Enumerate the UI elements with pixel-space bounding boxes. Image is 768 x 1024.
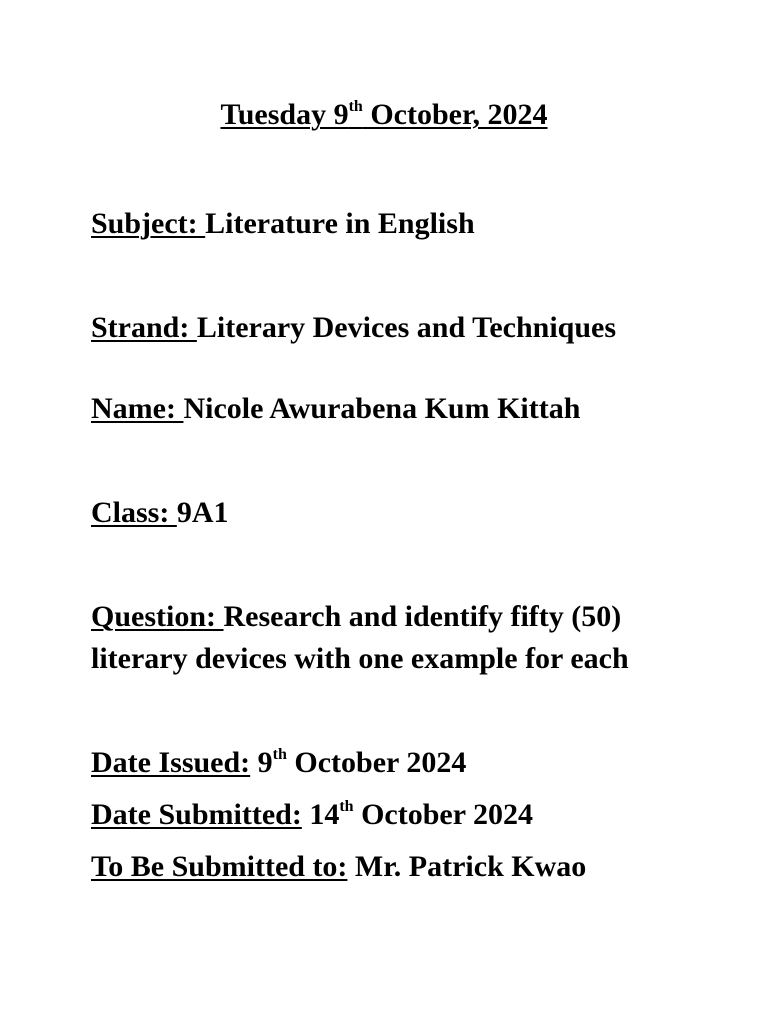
strand-value: Literary Devices and Techniques [196,311,617,344]
question-text-line2: literary devices with one example for each [91,642,629,675]
date-submitted-superscript: th [339,798,354,815]
date-issued-day: 9 [250,746,273,779]
date-issued-rest: October 2024 [286,746,467,779]
date-issued-superscript: th [272,746,287,763]
date-issued-label: Date Issued: [91,746,251,779]
name-value: Nicole Awurabena Kum Kittah [183,392,581,425]
date-submitted-rest: October 2024 [353,798,533,831]
class-label: Class: [91,496,177,529]
subject-value: Literature in English [205,207,475,240]
submitted-to-line [91,847,586,887]
class-line [91,493,229,533]
date-submitted-day: 14 [301,798,340,831]
page-title [0,95,768,135]
strand-line [91,308,616,348]
date-issued-line [91,743,466,783]
subject-line [91,204,475,244]
name-line [91,389,580,429]
question-line-2 [91,639,629,679]
title-text: Tuesday 9 [220,98,349,131]
submitted-to-value: Mr. Patrick Kwao [347,850,587,883]
name-label: Name: [91,392,184,425]
title-superscript: th [348,98,363,115]
title-text-rest: October, 2024 [362,98,548,131]
class-value: 9A1 [176,496,229,529]
subject-label: Subject: [91,207,206,240]
date-submitted-line [91,795,533,835]
question-label: Question: [91,600,224,633]
strand-label: Strand: [91,311,197,344]
question-line [91,597,621,637]
submitted-to-label: To Be Submitted to: [91,850,348,883]
date-submitted-label: Date Submitted: [91,798,302,831]
question-text-line1: Research and identify fifty (50) [223,600,622,633]
